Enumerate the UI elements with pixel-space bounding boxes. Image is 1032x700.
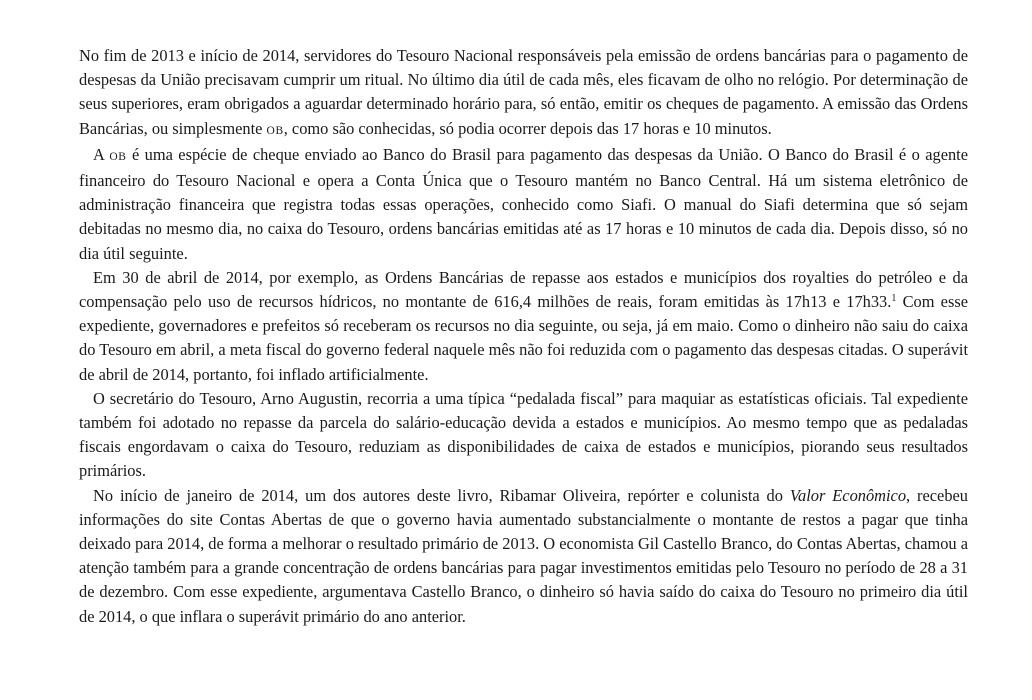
ob-abbreviation: OB	[266, 124, 284, 137]
paragraph-3-text-a: Em 30 de abril de 2014, por exemplo, as Ordens Bancárias de repasse aos estados e municípios dos royalties do petróleo e da compensação pelo uso de recursos hídricos, no montante de 616,4 milhões de reais, foram emitidas às 17h13 e 17h33.	[79, 267, 968, 312]
paragraph-5-text-a: No início de janeiro de 2014, um dos autores deste livro, Ribamar Oliveira, repórter e colunista do	[93, 485, 790, 505]
paragraph-2	[79, 143, 968, 266]
paragraph-1-text-a: No fim de 2013 e início de 2014, servidores do Tesouro Nacional responsáveis pela emissão de ordens bancárias para o pagamento de despesas da União precisavam cumprir um ritual. No último dia útil de cada mês, eles ficavam de olho no relógio. Por determinação de seus superiores, eram obrigados a aguardar determinado horário para, só então, emitir os cheques de pagamento. A emissão das Ordens Bancárias, ou simplesmente	[79, 46, 968, 138]
document-page	[79, 44, 968, 629]
paragraph-5	[79, 484, 968, 629]
paragraph-1	[79, 44, 968, 143]
paragraph-5-text-b: , recebeu informações do site Contas Abertas de que o governo havia aumentado substancialmente o montante de restos a pagar que tinha deixado para 2014, de forma a melhorar o resultado primário de 2013. O economista Gil Castello Branco, do Contas Abertas, chamou a atenção também para a grande concentração de ordens bancárias para pagar investimentos emitidas pelo Tesouro no período de 28 a 31 de dezembro. Com esse expediente, argumentava Castello Branco, o dinheiro só havia saído do caixa do Tesouro no primeiro dia útil de 2014, o que inflara o superávit primário do ano anterior.	[79, 485, 968, 626]
footnote-marker[interactable]: 1	[891, 293, 897, 305]
paragraph-3	[79, 266, 968, 387]
paragraph-3-text-b: Com esse expediente, governadores e prefeitos só receberam os recursos no dia seguinte, ou seja, já em maio. Como o dinheiro não saiu do caixa do Tesouro em abril, a meta fiscal do governo federal naquele mês não foi reduzida com o pagamento das despesas citadas. O superávit de abril de 2014, portanto, foi inflado artificialmente.	[79, 292, 968, 384]
paragraph-4	[79, 387, 968, 484]
paragraph-1-text-b: , como são conhecidas, só podia ocorrer depois das 17 horas e 10 minutos.	[283, 118, 772, 138]
paragraph-4-text: O secretário do Tesouro, Arno Augustin, recorria a uma típica “pedalada fiscal” para maquiar as estatísticas oficiais. Tal expediente também foi adotado no repasse da parcela do salário-educação devida a estados e municípios. Ao mesmo tempo que as pedaladas fiscais engordavam o caixa do Tesouro, reduziam as disponibilidades de caixa de estados e municípios, piorando seus resultados primários.	[79, 388, 968, 481]
publication-title: Valor Econômico	[789, 485, 907, 505]
ob-abbreviation: OB	[109, 150, 127, 163]
paragraph-2-text-a: A	[93, 144, 110, 164]
paragraph-2-text-b: é uma espécie de cheque enviado ao Banco do Brasil para pagamento das despesas da União. O Banco do Brasil é o agente financeiro do Tesouro Nacional e opera a Conta Única que o Tesouro mantém no Banco Central. Há um sistema eletrônico de administração financeira que registra todas essas operações, conhecido como Siafi. O manual do Siafi determina que só sejam debitadas no mesmo dia, no caixa do Tesouro, ordens bancárias emitidas até as 17 horas e 10 minutos de cada dia. Depois disso, só no dia útil seguinte.	[79, 144, 968, 263]
